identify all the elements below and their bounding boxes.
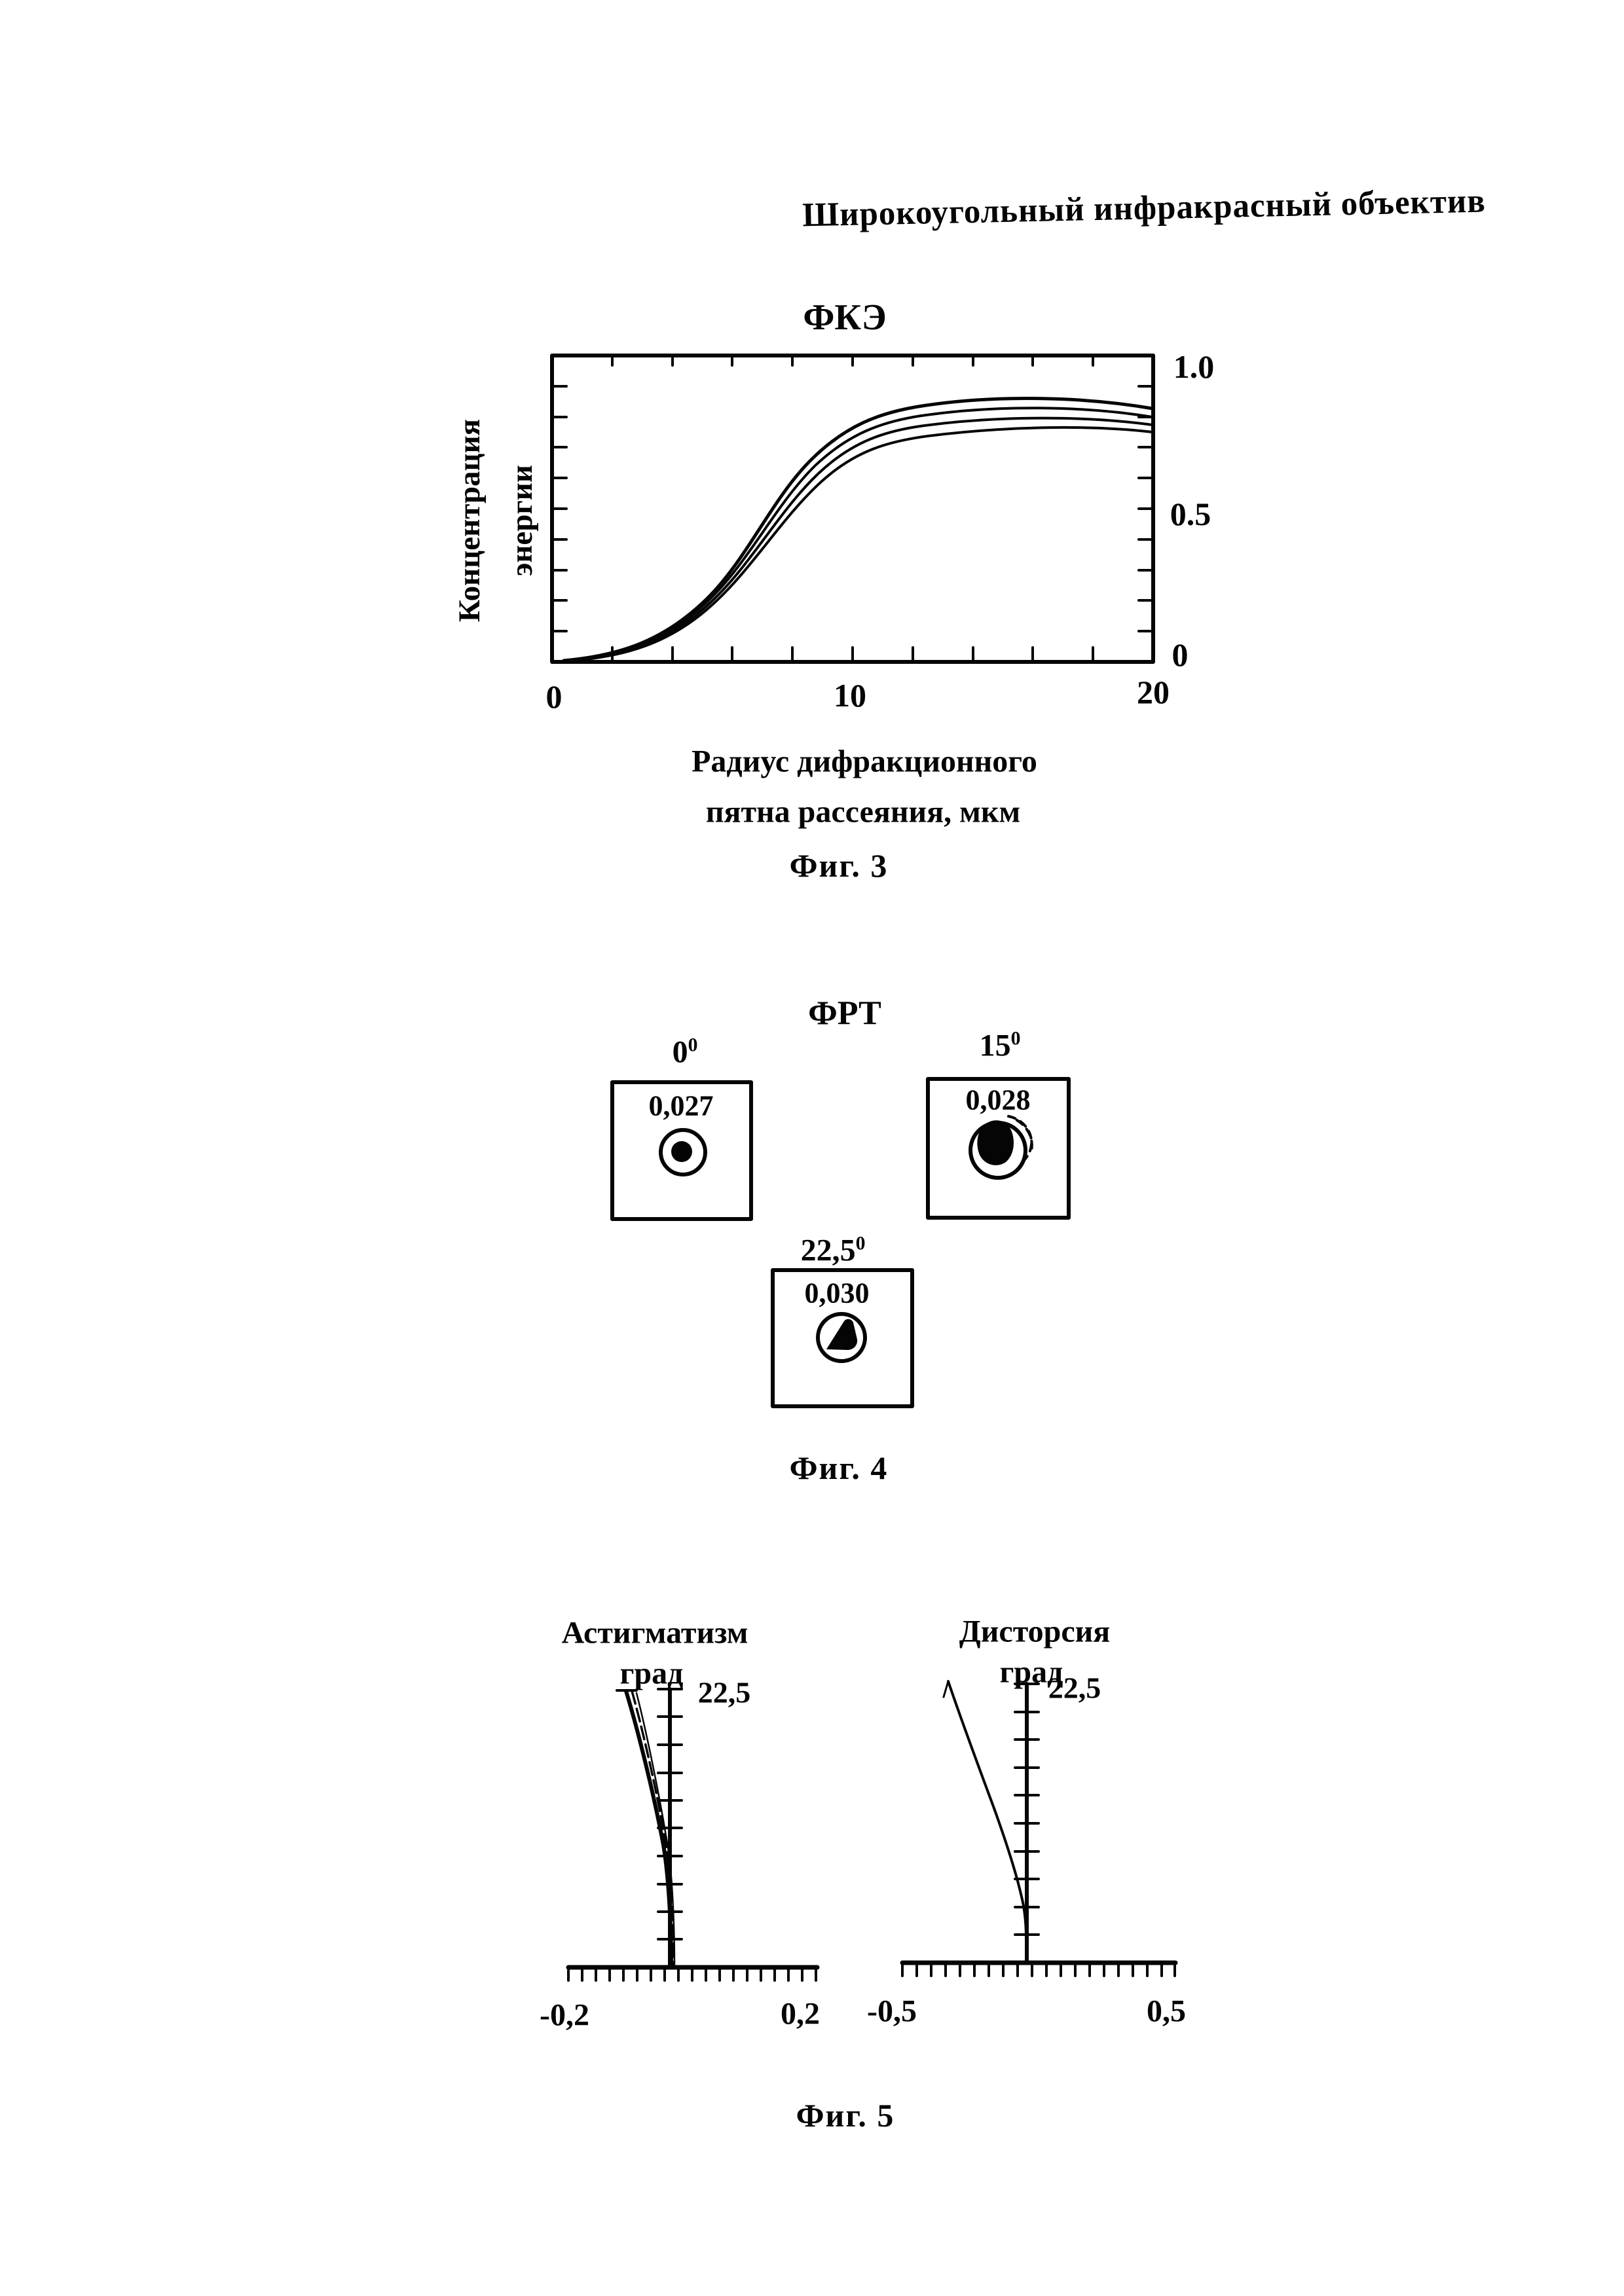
distortion-units: град bbox=[999, 1654, 1063, 1690]
frt-spot-0deg-core bbox=[671, 1141, 692, 1162]
fke-chart bbox=[552, 355, 1153, 662]
fke-y-axis-label-line2: энергии bbox=[505, 465, 539, 576]
frt-angle-0-sup: 0 bbox=[688, 1034, 698, 1056]
fke-curve-1 bbox=[564, 399, 1153, 661]
fke-bottom-ticks bbox=[612, 647, 1093, 662]
frt-spot-22deg-core bbox=[826, 1319, 857, 1350]
fke-plot-frame bbox=[552, 355, 1153, 662]
fig3-caption: Фиг. 3 bbox=[789, 847, 889, 884]
fig5-caption: Фиг. 5 bbox=[796, 2097, 895, 2134]
fke-x-axis-label-line2: пятна рассеяния, мкм bbox=[705, 794, 1021, 829]
fke-title: ФКЭ bbox=[803, 297, 887, 338]
frt-angle-22-sup: 0 bbox=[855, 1232, 866, 1254]
frt-value-15deg: 0,028 bbox=[965, 1084, 1031, 1116]
frt-angle-0-base: 0 bbox=[672, 1034, 688, 1070]
distortion-xmin-label: -0,5 bbox=[867, 1994, 917, 2029]
fke-ytick-0.5: 0.5 bbox=[1170, 496, 1211, 532]
astigmatism-xmin-label: -0,2 bbox=[540, 1997, 589, 2033]
fke-curve-4 bbox=[565, 428, 1153, 661]
frt-angle-15-label bbox=[980, 1028, 1021, 1064]
fig4-caption: Фиг. 4 bbox=[789, 1449, 889, 1486]
distortion-curve bbox=[948, 1681, 1026, 1961]
fke-xtick-10: 10 bbox=[834, 677, 866, 714]
frt-angle-22-base: 22,5 bbox=[800, 1233, 856, 1268]
frt-angle-15-sup: 0 bbox=[1010, 1027, 1021, 1049]
fke-ytick-1.0: 1.0 bbox=[1173, 348, 1215, 385]
frt-angle-15-base: 15 bbox=[979, 1028, 1011, 1063]
fke-y-axis-label bbox=[443, 419, 548, 622]
frt-angle-22-label bbox=[801, 1233, 866, 1269]
astigmatism-units: град bbox=[619, 1656, 684, 1691]
astigmatism-top-tick-label: 22,5 bbox=[697, 1675, 751, 1709]
distortion-curve-hook bbox=[944, 1681, 948, 1697]
astigmatism-title: Астигматизм bbox=[561, 1615, 748, 1650]
frt-title: ФРТ bbox=[808, 994, 881, 1032]
frt-value-0deg: 0,027 bbox=[648, 1089, 714, 1122]
fke-x-axis-label-line1: Радиус дифракционного bbox=[692, 744, 1037, 779]
distortion-top-tick-label: 22,5 bbox=[1048, 1671, 1101, 1705]
frt-angle-0-label bbox=[673, 1034, 698, 1070]
page-title: Широкоугольный инфракрасный объектив bbox=[802, 182, 1486, 234]
fke-xtick-20: 20 bbox=[1137, 674, 1170, 710]
distortion-plot bbox=[902, 1681, 1175, 1976]
distortion-xmax-label: 0,5 bbox=[1147, 1994, 1186, 2029]
fke-xtick-0: 0 bbox=[545, 678, 563, 715]
astigmatism-plot bbox=[568, 1689, 817, 1980]
frt-spot-15deg-core bbox=[977, 1120, 1014, 1165]
frt-value-22deg: 0,030 bbox=[804, 1277, 870, 1309]
fke-left-ticks bbox=[552, 386, 566, 631]
distortion-title: Дисторсия bbox=[959, 1614, 1111, 1649]
fke-y-axis-label-line1: Концентрация bbox=[452, 418, 487, 623]
fke-ytick-0: 0 bbox=[1172, 636, 1189, 673]
astigmatism-xmax-label: 0,2 bbox=[781, 1996, 820, 2032]
